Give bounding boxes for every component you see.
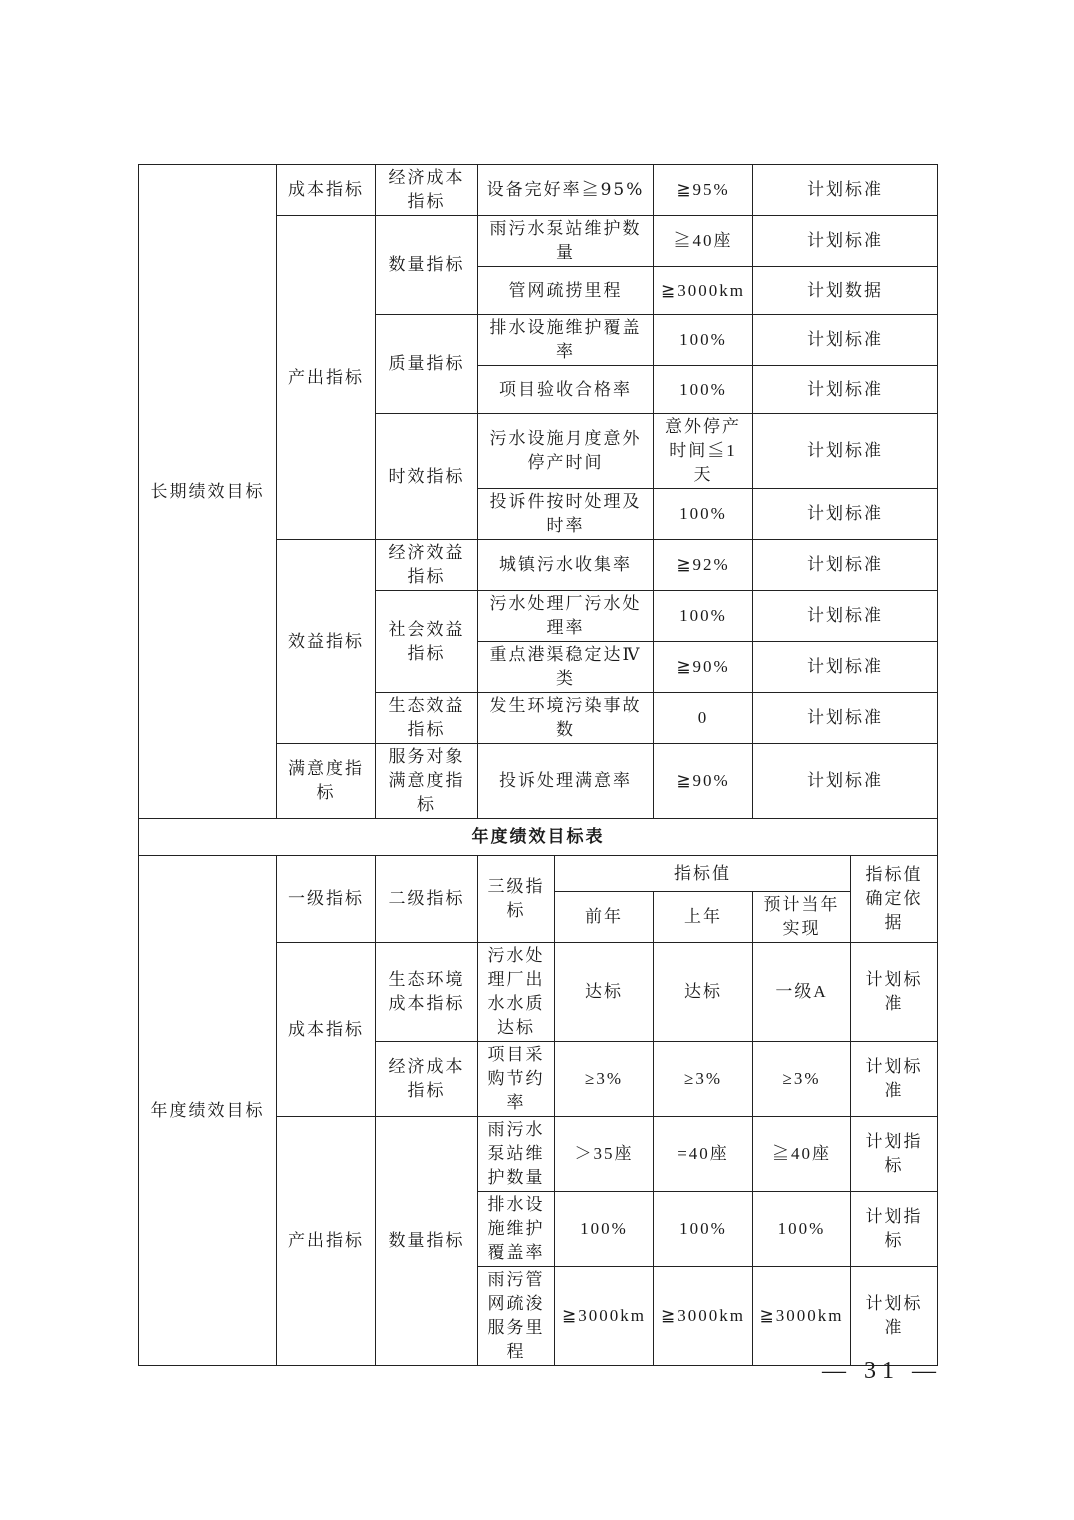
level1-indicator: 产出指标 [277, 216, 376, 540]
indicator-value: ≧90% [654, 744, 753, 819]
indicator-basis: 计划标准 [851, 943, 938, 1042]
indicator-value: ≧92% [654, 540, 753, 591]
indicator-basis: 计划标准 [753, 591, 938, 642]
table-row [139, 819, 938, 856]
indicator-basis: 计划标准 [753, 216, 938, 267]
level2-indicator: 经济成本指标 [376, 165, 478, 216]
level3-indicator: 污水处理厂出水水质达标 [478, 943, 555, 1042]
level3-indicator: 雨污管网疏浚服务里程 [478, 1267, 555, 1366]
indicator-basis: 计划数据 [753, 267, 938, 315]
indicator-basis: 计划标准 [753, 414, 938, 489]
level2-indicator: 数量指标 [376, 216, 478, 315]
indicator-value: 意外停产时间≦1天 [654, 414, 753, 489]
level2-indicator: 服务对象满意度指标 [376, 744, 478, 819]
indicator-basis: 计划指标 [851, 1117, 938, 1192]
level3-indicator: 污水设施月度意外停产时间 [478, 414, 654, 489]
level3-indicator: 项目采购节约率 [478, 1042, 555, 1117]
expected-value: 100% [753, 1192, 851, 1267]
prev-year-value: ＞35座 [555, 1117, 654, 1192]
indicator-basis: 计划标准 [753, 693, 938, 744]
level1-indicator: 满意度指标 [277, 744, 376, 819]
indicator-basis: 计划标准 [753, 489, 938, 540]
indicator-value: ≧90% [654, 642, 753, 693]
level2-indicator: 生态效益指标 [376, 693, 478, 744]
prev-year-value: ≧3000km [555, 1267, 654, 1366]
last-year-value: ≧3000km [654, 1267, 753, 1366]
last-year-value: 100% [654, 1192, 753, 1267]
header-level3: 三级指标 [478, 856, 555, 943]
indicator-basis: 计划标准 [753, 165, 938, 216]
indicator-value: ≧40座 [654, 216, 753, 267]
indicator-basis: 计划标准 [753, 540, 938, 591]
last-year-value: 达标 [654, 943, 753, 1042]
indicator-value: 0 [654, 693, 753, 744]
prev-year-value: 达标 [555, 943, 654, 1042]
indicator-value: 100% [654, 315, 753, 366]
header-level2: 二级指标 [376, 856, 478, 943]
level2-indicator: 时效指标 [376, 414, 478, 540]
page-number: — 31 — [822, 1358, 942, 1384]
table-row [139, 165, 938, 216]
indicator-value: 100% [654, 591, 753, 642]
level3-indicator: 排水设施维护覆盖率 [478, 1192, 555, 1267]
level1-indicator: 成本指标 [277, 943, 376, 1117]
level3-indicator: 发生环境污染事故数 [478, 693, 654, 744]
indicator-value: 100% [654, 489, 753, 540]
expected-value: 一级A [753, 943, 851, 1042]
header-basis: 指标值确定依据 [851, 856, 938, 943]
indicator-basis: 计划标准 [851, 1042, 938, 1117]
indicator-value: 100% [654, 366, 753, 414]
expected-value: ≧40座 [753, 1117, 851, 1192]
prev-year-value: 100% [555, 1192, 654, 1267]
header-level1: 一级指标 [277, 856, 376, 943]
last-year-value: =40座 [654, 1117, 753, 1192]
level1-indicator: 效益指标 [277, 540, 376, 744]
level3-indicator: 雨污水泵站维护数量 [478, 216, 654, 267]
level3-indicator: 投诉件按时处理及时率 [478, 489, 654, 540]
expected-value: ≥3% [753, 1042, 851, 1117]
prev-year-value: ≥3% [555, 1042, 654, 1117]
level3-indicator: 设备完好率≧95% [478, 165, 654, 216]
level3-indicator: 管网疏捞里程 [478, 267, 654, 315]
header-last-year: 上年 [654, 892, 753, 943]
indicator-value: ≧95% [654, 165, 753, 216]
header-prev-year: 前年 [555, 892, 654, 943]
header-expected: 预计当年实现 [753, 892, 851, 943]
level3-indicator: 污水处理厂污水处理率 [478, 591, 654, 642]
indicator-basis: 计划标准 [753, 366, 938, 414]
level3-indicator: 重点港渠稳定达Ⅳ类 [478, 642, 654, 693]
long-term-goal-label: 长期绩效目标 [139, 165, 277, 819]
level2-indicator: 数量指标 [376, 1117, 478, 1366]
indicator-basis: 计划指标 [851, 1192, 938, 1267]
level2-indicator: 经济效益指标 [376, 540, 478, 591]
level3-indicator: 投诉处理满意率 [478, 744, 654, 819]
level1-indicator: 产出指标 [277, 1117, 376, 1366]
level3-indicator: 项目验收合格率 [478, 366, 654, 414]
indicator-basis: 计划标准 [753, 744, 938, 819]
annual-section-title: 年度绩效目标表 [139, 819, 938, 856]
level2-indicator: 社会效益指标 [376, 591, 478, 693]
annual-goal-label: 年度绩效目标 [139, 856, 277, 1366]
indicator-basis: 计划标准 [851, 1267, 938, 1366]
header-value-group: 指标值 [555, 856, 851, 892]
indicator-value: ≧3000km [654, 267, 753, 315]
header-row [139, 856, 938, 892]
indicator-basis: 计划标准 [753, 642, 938, 693]
indicator-basis: 计划标准 [753, 315, 938, 366]
level3-indicator: 排水设施维护覆盖率 [478, 315, 654, 366]
last-year-value: ≥3% [654, 1042, 753, 1117]
expected-value: ≧3000km [753, 1267, 851, 1366]
level3-indicator: 城镇污水收集率 [478, 540, 654, 591]
level2-indicator: 质量指标 [376, 315, 478, 414]
level1-indicator: 成本指标 [277, 165, 376, 216]
performance-table [138, 164, 938, 1366]
level3-indicator: 雨污水泵站维护数量 [478, 1117, 555, 1192]
level2-indicator: 生态环境成本指标 [376, 943, 478, 1042]
level2-indicator: 经济成本指标 [376, 1042, 478, 1117]
